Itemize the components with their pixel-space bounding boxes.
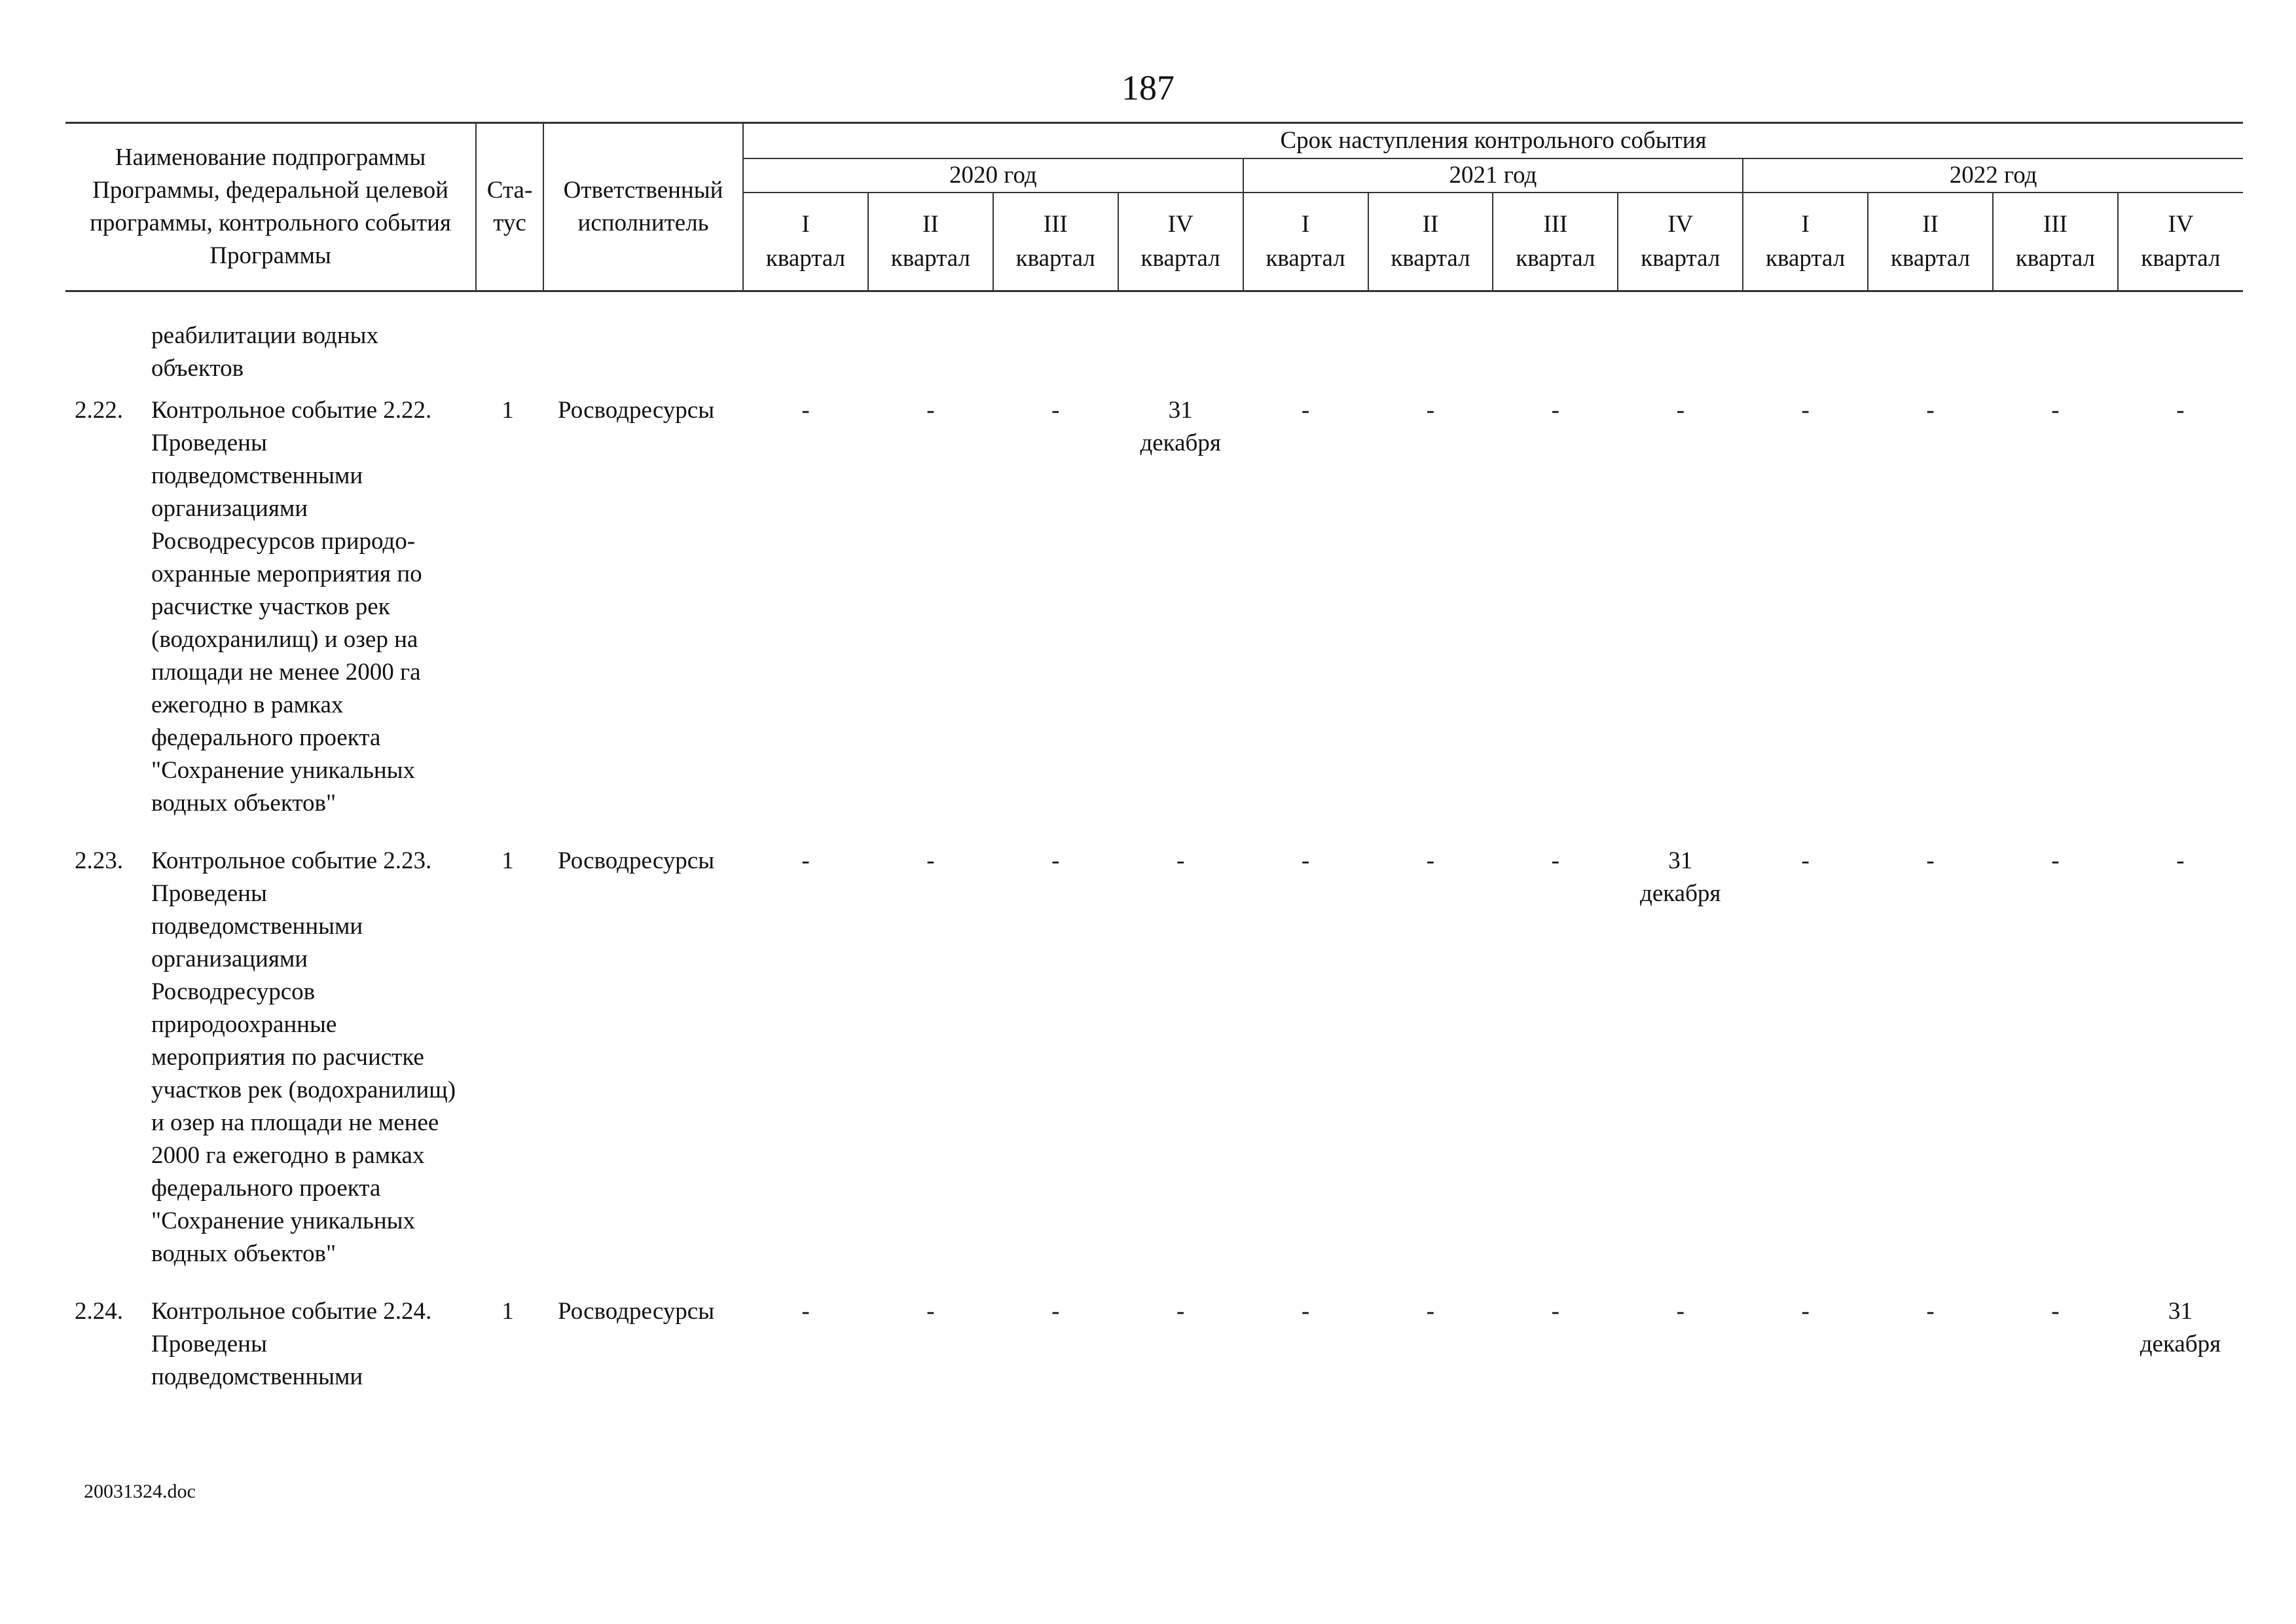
header-quarter-number: IV	[1167, 211, 1194, 238]
row-quarter-cell	[1993, 385, 2118, 836]
quarter-day: -	[2051, 847, 2060, 874]
row-quarter-cell	[868, 836, 993, 1286]
quarter-day: -	[2051, 1298, 2060, 1325]
row-quarter-cell	[1368, 385, 1493, 836]
quarter-day: -	[801, 847, 810, 874]
header-responsible-column: Ответственный исполнитель	[543, 123, 743, 291]
row-quarter-cell	[1118, 836, 1243, 1286]
header-quarter	[1118, 193, 1243, 291]
row-quarter-cell	[2118, 836, 2243, 1286]
header-quarter-word: квартал	[1890, 245, 1971, 272]
header-quarter-number: III	[2043, 211, 2068, 238]
header-quarter	[1368, 193, 1493, 291]
header-quarter	[1618, 193, 1743, 291]
header-quarter-number: II	[922, 211, 939, 238]
quarter-day: -	[1176, 1298, 1185, 1325]
footer-filename: 20031324.doc	[84, 1481, 196, 1502]
header-quarter	[1743, 193, 1868, 291]
row-quarter-cell	[1993, 1286, 2118, 1409]
header-status-column: Ста-тус	[476, 123, 543, 291]
quarter-month: декабря	[1640, 880, 1721, 907]
control-events-table	[65, 122, 2243, 1409]
header-name-column: Наименование подпрограммы Программы, федеральной целевой программы, контрольного события Программы	[65, 123, 476, 291]
table-body	[65, 291, 2243, 1410]
quarter-day: -	[1801, 397, 1810, 424]
row-quarter-cell	[993, 836, 1118, 1286]
row-quarter-cell	[1368, 836, 1493, 1286]
header-quarter-word: квартал	[765, 245, 846, 272]
row-event-name: Контрольное событие 2.24. Проведены подведомственными	[151, 1298, 432, 1390]
header-quarter	[1993, 193, 2118, 291]
quarter-day: -	[926, 847, 935, 874]
row-number: 2.23.	[75, 847, 123, 874]
row-quarter-cell	[1118, 385, 1243, 836]
header-quarter-number: I	[1301, 211, 1310, 238]
row-quarter-cell	[1743, 385, 1868, 836]
header-deadline-group: Срок наступления контрольного события	[743, 123, 2243, 159]
header-year-2020: 2020 год	[743, 158, 1243, 193]
continuation-row	[65, 291, 2243, 386]
header-quarter-word: квартал	[1516, 245, 1595, 272]
quarter-day: -	[1926, 397, 1935, 424]
quarter-day: 31	[1668, 847, 1693, 874]
row-quarter-cell	[743, 836, 868, 1286]
row-event-name: Контрольное событие 2.23. Проведены подведомственными организациями Росводресурсов природоохранные мероприятия по расчистке участков рек (водохранилищ) и озер на площади не менее 2000 га ежегодно в рамках федерального проекта "Сохранение уникальных водных объектов"	[151, 847, 456, 1267]
row-responsible: Росводресурсы	[558, 1298, 715, 1325]
row-quarter-cell	[743, 385, 868, 836]
page-number: 187	[1121, 68, 1175, 107]
row-quarter-cell	[1243, 1286, 1368, 1409]
header-quarter-word: квартал	[2015, 245, 2096, 272]
quarter-day: -	[1426, 847, 1435, 874]
continuation-text: реабилитации водных объектов	[151, 322, 379, 382]
row-quarter-cell	[1868, 385, 1993, 836]
header-year-2022: 2022 год	[1743, 158, 2243, 193]
quarter-day: -	[1551, 397, 1559, 424]
quarter-day: -	[2176, 397, 2185, 424]
row-quarter-cell	[868, 385, 993, 836]
row-quarter-cell	[743, 1286, 868, 1409]
header-quarter	[1493, 193, 1618, 291]
header-quarter-number: I	[801, 211, 810, 238]
quarter-day: -	[801, 397, 810, 424]
quarter-day: -	[2051, 397, 2060, 424]
header-quarter	[993, 193, 1118, 291]
row-quarter-cell	[1743, 836, 1868, 1286]
row-responsible: Росводресурсы	[558, 847, 715, 874]
row-quarter-cell	[1743, 1286, 1868, 1409]
row-number: 2.24.	[75, 1298, 123, 1325]
row-number: 2.22.	[75, 397, 123, 424]
header-quarter-number: III	[1043, 211, 1068, 238]
row-quarter-cell	[1368, 1286, 1493, 1409]
row-quarter-cell	[1868, 836, 1993, 1286]
quarter-month: декабря	[1140, 430, 1221, 456]
header-quarter	[1868, 193, 1993, 291]
row-quarter-cell	[1243, 385, 1368, 836]
quarter-day: -	[1051, 847, 1060, 874]
row-quarter-cell	[1118, 1286, 1243, 1409]
quarter-day: -	[1926, 847, 1935, 874]
header-quarter	[1243, 193, 1368, 291]
quarter-day: -	[1051, 397, 1060, 424]
row-quarter-cell	[1993, 836, 2118, 1286]
header-quarter-word: квартал	[1766, 245, 1846, 272]
row-status: 1	[501, 847, 514, 874]
quarter-day: -	[1676, 1298, 1685, 1325]
quarter-day: -	[1926, 1298, 1935, 1325]
row-quarter-cell	[993, 1286, 1118, 1409]
header-quarter-word: квартал	[1391, 245, 1470, 272]
header-quarter	[2118, 193, 2243, 291]
header-quarter-word: квартал	[1641, 245, 1721, 272]
table-row	[65, 385, 2243, 836]
header-quarter	[868, 193, 993, 291]
header-quarter-word: квартал	[890, 245, 970, 272]
header-quarter-number: II	[1422, 211, 1439, 238]
header-year-2021: 2021 год	[1243, 158, 1743, 193]
row-status: 1	[501, 1298, 514, 1325]
table-header	[65, 123, 2243, 291]
row-status: 1	[501, 397, 514, 424]
row-quarter-cell	[993, 385, 1118, 836]
quarter-day: -	[1801, 847, 1810, 874]
quarter-day: -	[1426, 397, 1435, 424]
quarter-day: -	[801, 1298, 810, 1325]
header-quarter-word: квартал	[1140, 245, 1220, 272]
table-row	[65, 836, 2243, 1286]
row-quarter-cell	[1493, 836, 1618, 1286]
row-quarter-cell	[1618, 836, 1743, 1286]
quarter-day: -	[1051, 1298, 1060, 1325]
quarter-day: -	[2176, 847, 2185, 874]
quarter-day: -	[926, 1298, 935, 1325]
header-quarter	[743, 193, 868, 291]
quarter-month: декабря	[2140, 1331, 2221, 1357]
row-quarter-cell	[1618, 1286, 1743, 1409]
quarter-day: -	[926, 397, 935, 424]
quarter-day: 31	[2168, 1298, 2193, 1325]
quarter-day: -	[1676, 397, 1685, 424]
row-responsible: Росводресурсы	[558, 397, 715, 424]
header-quarter-word: квартал	[2141, 245, 2221, 272]
row-quarter-cell	[1243, 836, 1368, 1286]
quarter-day: -	[1801, 1298, 1810, 1325]
header-quarter-number: III	[1543, 211, 1568, 238]
row-quarter-cell	[1868, 1286, 1993, 1409]
quarter-day: -	[1551, 1298, 1559, 1325]
table-row	[65, 1286, 2243, 1409]
row-event-name: Контрольное событие 2.22. Проведены подведомственными организациями Росводресурсов природо-охранные мероприятия по расчистке участков рек (водохранилищ) и озер на площади не менее 2000 га ежегодно в рамках федерального проекта "Сохранение уникальных водных объектов"	[151, 397, 432, 817]
row-quarter-cell	[2118, 1286, 2243, 1409]
header-quarter-number: IV	[2168, 211, 2194, 238]
quarter-day: -	[1176, 847, 1185, 874]
header-quarter-number: I	[1801, 211, 1810, 238]
row-quarter-cell	[2118, 385, 2243, 836]
quarter-day: -	[1551, 847, 1559, 874]
quarter-day: 31	[1168, 397, 1193, 424]
row-quarter-cell	[1618, 385, 1743, 836]
row-quarter-cell	[1493, 1286, 1618, 1409]
header-quarter-word: квартал	[1266, 245, 1345, 272]
quarter-day: -	[1426, 1298, 1435, 1325]
quarter-day: -	[1301, 1298, 1310, 1325]
row-quarter-cell	[868, 1286, 993, 1409]
row-quarter-cell	[1493, 385, 1618, 836]
quarter-day: -	[1301, 847, 1310, 874]
header-quarter-number: IV	[1667, 211, 1694, 238]
quarter-day: -	[1301, 397, 1310, 424]
header-quarter-number: II	[1922, 211, 1939, 238]
header-quarter-word: квартал	[1015, 245, 1095, 272]
